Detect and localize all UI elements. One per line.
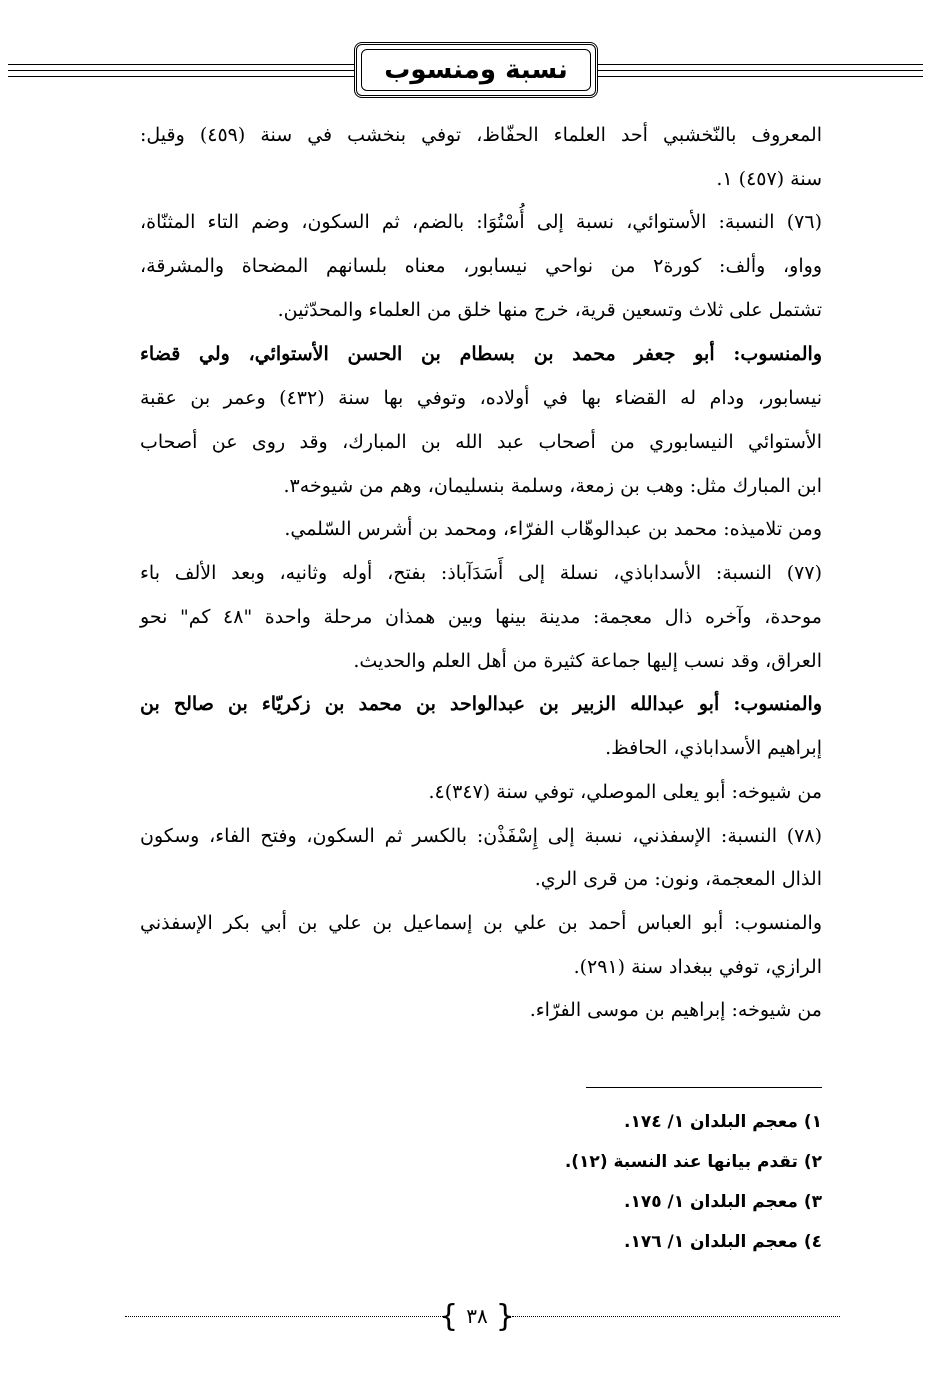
text-line: والمنسوب: أبو العباس أحمد بن علي بن إسماعيل بن علي بن أبي بكر الإسفذني xyxy=(140,912,822,934)
footnote: ٢) تقدم بيانها عند النسبة (١٢). xyxy=(564,1152,822,1172)
text-line: إبراهيم الأسداباذي، الحافظ. xyxy=(605,737,822,759)
text-line: والمنسوب: أبو عبدالله الزبير بن عبدالواحد بن محمد بن زكريّاء بن صالح بن xyxy=(140,693,822,715)
text-line: الرازي، توفي ببغداد سنة (٢٩١). xyxy=(573,956,822,978)
text-line: والمنسوب: أبو جعفر محمد بن بسطام بن الحسن الأستوائي، ولي قضاء xyxy=(140,343,822,365)
header-title-frame xyxy=(354,42,598,98)
page-title: نسبة ومنسوب xyxy=(361,49,591,91)
text-line: نيسابور، ودام له القضاء بها في أولاده، وتوفي بها سنة (٤٣٢) وعمر بن عقبة xyxy=(140,387,822,409)
text-line: (٧٨) النسبة: الإسفذني، نسبة إلى إِسْفَذْن: بالكسر ثم السكون، وفتح الفاء، وسكون xyxy=(140,825,822,847)
text-line: (٧٧) النسبة: الأسداباذي، نسلة إلى أَسَدَآباذ: بفتح، أوله وثانيه، وبعد الألف باء xyxy=(140,562,822,584)
brace-left-icon: { xyxy=(439,1298,459,1334)
text-line: موحدة، وآخره ذال معجمة: مدينة بينها وبين همذان مرحلة واحدة "٤٨ كم" نحو xyxy=(140,606,822,628)
text-line: ومن تلاميذه: محمد بن عبدالوهّاب الفرّاء، ومحمد بن أشرس السّلمي. xyxy=(284,518,822,540)
text-line: من شيوخه: أبو يعلى الموصلي، توفي سنة (٣٤٧)٤. xyxy=(428,781,822,803)
footnote: ٤) معجم البلدان ١/ ١٧٦. xyxy=(623,1232,822,1252)
text-line: سنة (٤٥٧) ١. xyxy=(716,168,822,190)
text-line: ابن المبارك مثل: وهب بن زمعة، وسلمة بنسليمان، وهم من شيوخه٣. xyxy=(283,475,822,497)
text-line: الذال المعجمة، ونون: من قرى الري. xyxy=(534,868,822,890)
page-number-frame xyxy=(440,1296,514,1336)
text-line: من شيوخه: إبراهيم بن موسى الفرّاء. xyxy=(529,999,822,1021)
footnote: ١) معجم البلدان ١/ ١٧٤. xyxy=(623,1112,822,1132)
footnote-separator xyxy=(586,1087,822,1088)
footnote: ٣) معجم البلدان ١/ ١٧٥. xyxy=(623,1192,822,1212)
text-line: الأستوائي النيسابوري من أصحاب عبد الله بن المبارك، وقد روى عن أصحاب xyxy=(140,431,822,453)
page-number-rule-right xyxy=(512,1316,840,1317)
brace-right-icon: } xyxy=(495,1298,515,1334)
text-line: تشتمل على ثلاث وتسعين قرية، خرج منها خلق من العلماء والمحدّثين. xyxy=(277,299,822,321)
page-number-rule-left xyxy=(125,1316,443,1317)
text-line: (٧٦) النسبة: الأستوائي، نسبة إلى أُسْتُوَا: بالضم، ثم السكون، وضم التاء المثنّاة، xyxy=(140,211,822,233)
page-number: ٣٨ xyxy=(466,1304,488,1328)
text-line: المعروف بالنّخشبي أحد العلماء الحفّاظ، توفي بنخشب في سنة (٤٥٩) وقيل: xyxy=(140,124,822,146)
text-line: وواو، وألف: كورة٢ من نواحي نيسابور، معناه بلسانهم المضحاة والمشرقة، xyxy=(140,255,822,277)
text-line: العراق، وقد نسب إليها جماعة كثيرة من أهل العلم والحديث. xyxy=(353,650,822,672)
